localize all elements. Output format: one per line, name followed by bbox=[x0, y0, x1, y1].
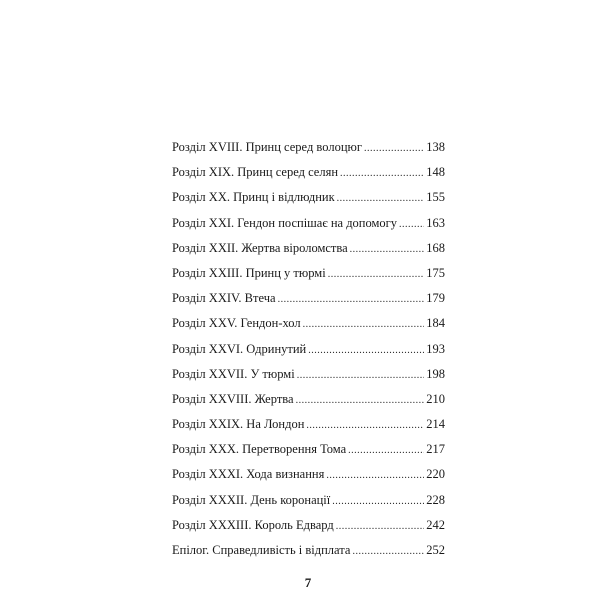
toc-entry-page: 252 bbox=[426, 543, 445, 557]
toc-entry-page: 220 bbox=[426, 467, 445, 482]
dot-leader bbox=[350, 240, 425, 260]
toc-entry bbox=[172, 213, 445, 238]
toc-entry-title: Розділ XIX. Принц серед селян bbox=[172, 165, 339, 180]
toc-entry-title: Розділ XXII. Жертва віроломства bbox=[172, 240, 348, 255]
toc-entry-title: Розділ XXVI. Одринутий bbox=[172, 341, 307, 356]
page-number: 7 bbox=[304, 575, 312, 590]
toc-entry-page: 155 bbox=[426, 190, 445, 205]
toc-entry-title: Розділ XXIX. На Лондон bbox=[172, 417, 305, 432]
toc-entry-page: 228 bbox=[426, 492, 445, 507]
table-of-contents bbox=[172, 137, 445, 565]
toc-entry-page: 217 bbox=[426, 442, 445, 457]
toc-entry-page: 163 bbox=[426, 215, 445, 230]
toc-entry-page: 198 bbox=[426, 366, 445, 381]
dot-leader bbox=[352, 542, 424, 562]
toc-entry-page: 168 bbox=[426, 240, 445, 255]
toc-entry bbox=[172, 137, 445, 162]
toc-entry-title: Розділ XXIV. Втеча bbox=[172, 291, 276, 306]
toc-entry bbox=[172, 313, 445, 338]
toc-entry bbox=[172, 464, 445, 489]
toc-entry-title: Епілог. Справедливість і відплата bbox=[172, 543, 351, 557]
dot-leader bbox=[326, 466, 424, 486]
toc-entry-page: 179 bbox=[426, 291, 445, 306]
toc-entry bbox=[172, 238, 445, 263]
toc-entry-page: 138 bbox=[426, 140, 445, 154]
toc-entry bbox=[172, 263, 445, 288]
toc-entry bbox=[172, 490, 445, 515]
toc-entry bbox=[172, 414, 445, 439]
toc-entry bbox=[172, 339, 445, 364]
dot-leader bbox=[297, 366, 425, 386]
toc-entry-page: 193 bbox=[426, 341, 445, 356]
toc-entry bbox=[172, 364, 445, 389]
toc-entry-title: Розділ XXXII. День коронації bbox=[172, 492, 331, 507]
dot-leader bbox=[399, 215, 424, 235]
toc-entry bbox=[172, 515, 445, 540]
dot-leader bbox=[348, 441, 424, 461]
dot-leader bbox=[296, 391, 425, 411]
toc-entry-page: 148 bbox=[426, 165, 445, 180]
toc-entry-title: Розділ XXVII. У тюрмі bbox=[172, 366, 295, 381]
toc-entry-title: Розділ XXI. Гендон поспішає на допомогу bbox=[172, 215, 398, 230]
toc-entry bbox=[172, 288, 445, 313]
toc-entry-title: Розділ XXV. Гендон-хол bbox=[172, 316, 301, 331]
dot-leader bbox=[336, 517, 425, 537]
dot-leader bbox=[308, 341, 424, 361]
toc-entry-title: Розділ XXXIII. Король Едвард bbox=[172, 517, 334, 532]
dot-leader bbox=[337, 189, 425, 209]
toc-entry bbox=[172, 439, 445, 464]
toc-entry-title: Розділ XXX. Перетворення Тома bbox=[172, 442, 347, 457]
toc-entry-title: Розділ XVIII. Принц серед волоцюг bbox=[172, 140, 362, 154]
toc-entry-title: Розділ XX. Принц і відлюдник bbox=[172, 190, 335, 205]
dot-leader bbox=[303, 315, 425, 335]
dot-leader bbox=[328, 265, 425, 285]
dot-leader bbox=[332, 492, 424, 512]
toc-entry-page: 184 bbox=[426, 316, 445, 331]
dot-leader bbox=[364, 139, 424, 159]
dot-leader bbox=[306, 416, 424, 436]
dot-leader bbox=[278, 290, 425, 310]
toc-entry bbox=[172, 389, 445, 414]
toc-entry-page: 214 bbox=[426, 417, 445, 432]
toc-entry-title: Розділ XXVIII. Жертва bbox=[172, 391, 294, 406]
toc-entry bbox=[172, 162, 445, 187]
toc-entry-page: 242 bbox=[426, 517, 445, 532]
toc-entry-page: 175 bbox=[426, 265, 445, 280]
toc-entry bbox=[172, 540, 445, 565]
toc-entry bbox=[172, 187, 445, 212]
toc-entry-title: Розділ XXIII. Принц у тюрмі bbox=[172, 265, 326, 280]
dot-leader bbox=[340, 164, 424, 184]
toc-entry-title: Розділ XXXI. Хода визнання bbox=[172, 467, 325, 482]
toc-entry-page: 210 bbox=[426, 391, 445, 406]
